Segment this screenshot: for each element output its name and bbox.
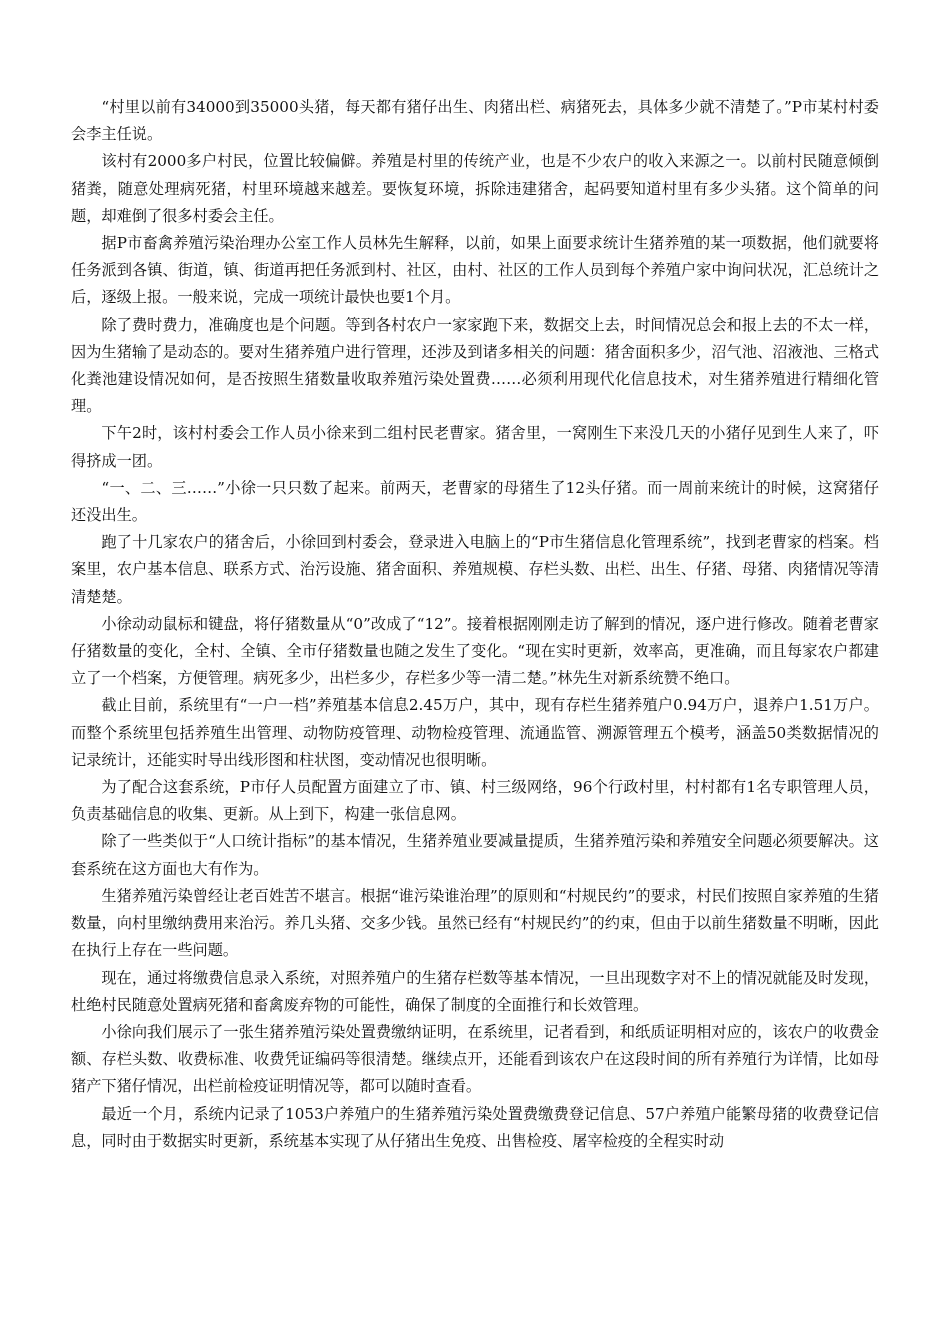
paragraph-13: 现在，通过将缴费信息录入系统，对照养殖户的生猪存栏数等基本情况，一旦出现数字对不上的情况就能及时发现，杜绝村民随意处置病死猪和畜禽废弃物的可能性，确保了制度的全面推行和长效管理。: [71, 968, 879, 1014]
paragraph-9: 截止目前，系统里有“一户一档”养殖基本信息2.45万户，其中，现有存栏生猪养殖户0.94万户，退养户1.51万户。而整个系统里包括养殖生出管理、动物防疫管理、动物检疫管理、流通监管、溯源管理五个模考，涵盖50类数据情况的记录统计，还能实时导出线形图和柱状图，变动情况也很明晰。: [71, 696, 879, 769]
paragraph-7: 跑了十几家农户的猪舍后，小徐回到村委会，登录进入电脑上的“P市生猪信息化管理系统”，找到老曹家的档案。档案里，农户基本信息、联系方式、治污设施、猪舍面积、养殖规模、存栏头数、出栏、出生、仔猪、母猪、肉猪情况等清清楚楚。: [71, 533, 879, 606]
paragraph-2: 该村有2000多户村民，位置比较偏僻。养殖是村里的传统产业，也是不少农户的收入来源之一。以前村民随意倾倒猪粪，随意处理病死猪，村里环境越来越差。要恢复环境，拆除违建猪舍，起码要知道村里有多少头猪。这个简单的问题，却难倒了很多村委会主任。: [71, 152, 879, 225]
paragraph-12: 生猪养殖污染曾经让老百姓苦不堪言。根据“谁污染谁治理”的原则和“村规民约”的要求，村民们按照自家养殖的生猪数量，向村里缴纳费用来治污。养几头猪、交多少钱。虽然已经有“村规民约”的约束，但由于以前生猪数量不明晰，因此在执行上存在一些问题。: [71, 886, 879, 960]
paragraph-1: “村里以前有34000到35000头猪，每天都有猪仔出生、肉猪出栏、病猪死去，具体多少就不清楚了。”P市某村村委会李主任说。: [71, 98, 879, 144]
paragraph-15: 最近一个月，系统内记录了1053户养殖户的生猪养殖污染处置费缴费登记信息、57户养殖户能繁母猪的收费登记信息，同时由于数据实时更新，系统基本实现了从仔猪出生免疫、出售检疫、屠宰检疫的全程实时动: [71, 1104, 879, 1150]
paragraph-11: 除了一些类似于“人口统计指标”的基本情况，生猪养殖业要减量提质，生猪养殖污染和养殖安全问题必须要解决。这套系统在这方面也大有作为。: [71, 832, 879, 878]
paragraph-5: 下午2时，该村村委会工作人员小徐来到二组村民老曹家。猪舍里，一窝刚生下来没几天的小猪仔见到生人来了，吓得挤成一团。: [71, 424, 879, 470]
document-body: [71, 94, 879, 1155]
paragraph-14: 小徐向我们展示了一张生猪养殖污染处置费缴纳证明，在系统里，记者看到，和纸质证明相对应的，该农户的收费金额、存栏头数、收费标准、收费凭证编码等很清楚。继续点开，还能看到该农户在这段时间的所有养殖行为详情，比如母猪产下猪仔情况，出栏前检疫证明情况等，都可以随时查看。: [71, 1022, 879, 1096]
paragraph-8: 小徐动动鼠标和键盘，将仔猪数量从“0”改成了“12”。接着根据刚刚走访了解到的情况，逐户进行修改。随着老曹家仔猪数量的变化，全村、全镇、全市仔猪数量也随之发生了变化。“现在实时更新，效率高，更准确，而且每家农户都建立了一个档案，方便管理。病死多少，出栏多少，存栏多少等一清二楚。”林先生对新系统赞不绝口。: [71, 614, 879, 688]
paragraph-6: “一、二、三……”小徐一只只数了起来。前两天，老曹家的母猪生了12头仔猪。而一周前来统计的时候，这窝猪仔还没出生。: [71, 478, 879, 525]
paragraph-4: 除了费时费力，准确度也是个问题。等到各村农户一家家跑下来，数据交上去，时间情况总会和报上去的不太一样，因为生猪输了是动态的。要对生猪养殖户进行管理，还涉及到诸多相关的问题：猪舍面积多少，沼气池、沼液池、三格式化粪池建设情况如何，是否按照生猪数量收取养殖污染处置费……必须利用现代化信息技术，对生猪养殖进行精细化管理。: [71, 315, 879, 416]
paragraph-3: 据P市畜禽养殖污染治理办公室工作人员林先生解释，以前，如果上面要求统计生猪养殖的某一项数据，他们就要将任务派到各镇、街道，镇、街道再把任务派到村、社区，由村、社区的工作人员到每个养殖户家中询问状况，汇总统计之后，逐级上报。一般来说，完成一项统计最快也要1个月。: [71, 234, 879, 307]
paragraph-10: 为了配合这套系统，P市仔人员配置方面建立了市、镇、村三级网络，96个行政村里，村村都有1名专职管理人员，负责基础信息的收集、更新。从上到下，构建一张信息网。: [71, 778, 879, 824]
